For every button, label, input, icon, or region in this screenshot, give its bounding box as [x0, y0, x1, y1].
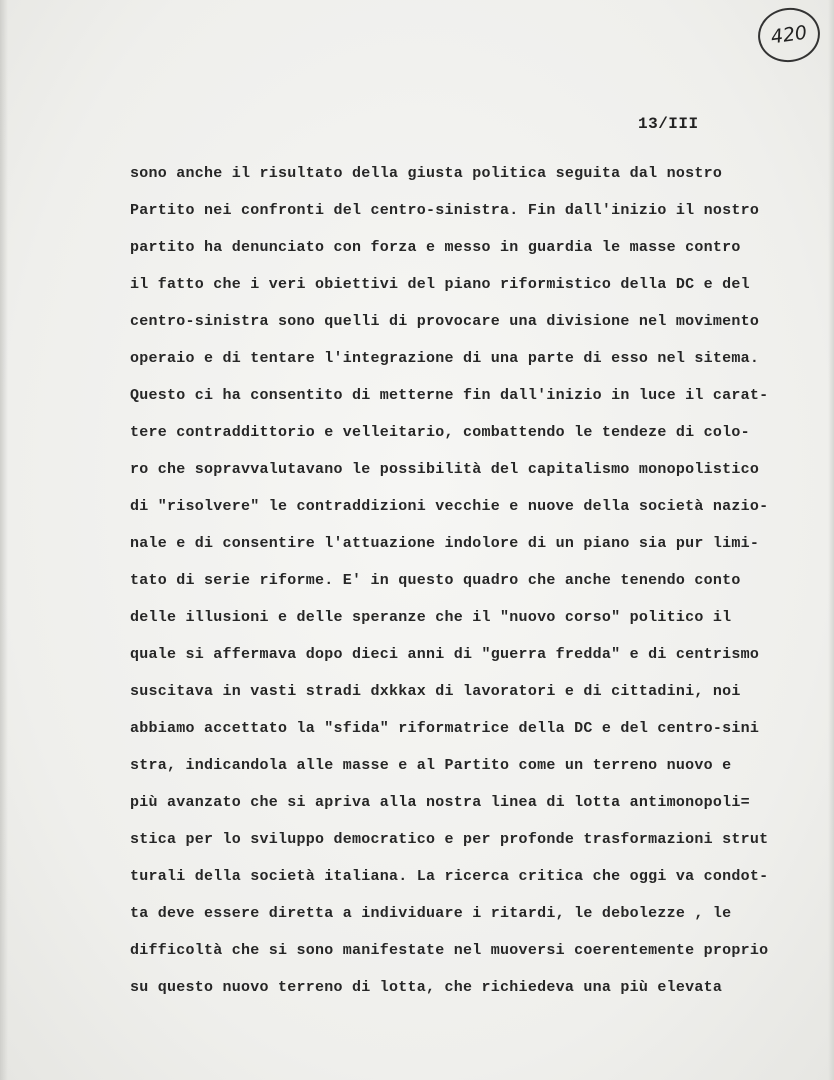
handwritten-page-number: [755, 4, 824, 66]
text-line: ro che sopravvalutavano le possibilità del capitalismo monopolistico: [130, 461, 760, 478]
text-line: di "risolvere" le contraddizioni vecchie e nuove della società nazio-: [130, 498, 769, 515]
scan-edge-right: [828, 0, 834, 1080]
text-line: tere contraddittorio e velleitario, combattendo le tendeze di colo-: [130, 424, 750, 441]
text-line: stra, indicandola alle masse e al Partito come un terreno nuovo e: [130, 757, 732, 774]
text-line: suscitava in vasti stradi dxkkax di lavoratori e di cittadini, noi: [130, 683, 741, 700]
text-line: stica per lo sviluppo democratico e per profonde trasformazioni strut: [130, 831, 769, 848]
text-line: abbiamo accettato la "sfida" riformatrice della DC e del centro-sini: [130, 720, 760, 737]
text-line: delle illusioni e delle speranze che il "nuovo corso" politico il: [130, 609, 732, 626]
text-line: ta deve essere diretta a individuare i ritardi, le debolezze , le: [130, 905, 732, 922]
text-line: turali della società italiana. La ricerca critica che oggi va condot-: [130, 868, 769, 885]
text-line: Questo ci ha consentito di metterne fin dall'inizio in luce il carat-: [130, 387, 769, 404]
handwritten-page-number-text: 420: [769, 21, 809, 49]
text-line: il fatto che i veri obiettivi del piano riformistico della DC e del: [130, 276, 750, 293]
scan-edge-left: [0, 0, 8, 1080]
text-line: quale si affermava dopo dieci anni di "guerra fredda" e di centrismo: [130, 646, 760, 663]
text-line: difficoltà che si sono manifestate nel muoversi coerentemente proprio: [130, 942, 769, 959]
text-line: partito ha denunciato con forza e messo in guardia le masse contro: [130, 239, 741, 256]
text-line: sono anche il risultato della giusta politica seguita dal nostro: [130, 165, 723, 182]
text-line: su questo nuovo terreno di lotta, che richiedeva una più elevata: [130, 979, 723, 996]
text-line: centro-sinistra sono quelli di provocare una divisione nel movimento: [130, 313, 760, 330]
text-line: tato di serie riforme. E' in questo quadro che anche tenendo conto: [130, 572, 741, 589]
text-line: nale e di consentire l'attuazione indolore di un piano sia pur limi-: [130, 535, 760, 552]
text-line: più avanzato che si apriva alla nostra linea di lotta antimonopoli=: [130, 794, 750, 811]
page-reference: 13/III: [638, 115, 699, 133]
text-line: operaio e di tentare l'integrazione di una parte di esso nel sitema.: [130, 350, 760, 367]
typewritten-body: [130, 161, 820, 1012]
text-line: Partito nei confronti del centro-sinistra. Fin dall'inizio il nostro: [130, 202, 760, 219]
